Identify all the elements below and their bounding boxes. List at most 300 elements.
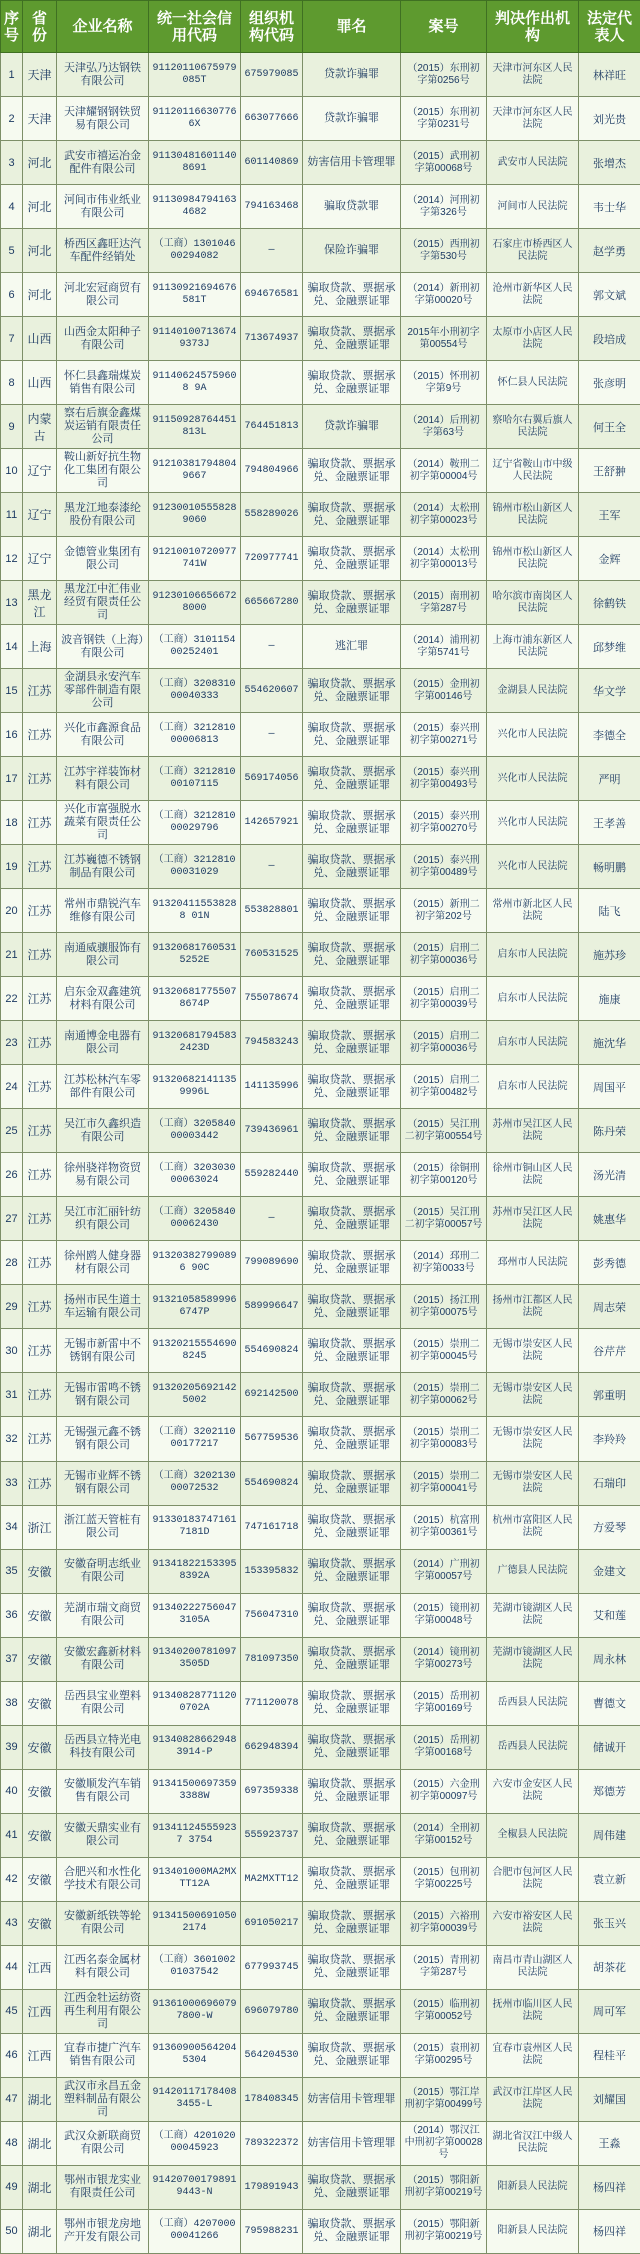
- seq-cell: 33: [1, 1461, 23, 1505]
- representative-cell: 王淼: [579, 2121, 640, 2165]
- org-code-cell: 553828801: [241, 889, 303, 933]
- seq-cell: 41: [1, 1813, 23, 1857]
- court-cell: 苏州市吴江区人民法院: [487, 1197, 579, 1241]
- province-cell: 天津: [23, 53, 57, 97]
- charge-cell: 骗取贷款、票据承兑、金融票证罪: [303, 1197, 401, 1241]
- case-number-cell: （2015）鄂江岸刑初字第00499号: [401, 2077, 487, 2121]
- org-code-cell: 739436961: [241, 1109, 303, 1153]
- header-col-representative: 法定代表人: [579, 1, 640, 53]
- court-cell: 抚州市临川区人民法院: [487, 1989, 579, 2033]
- org-code-cell: —: [241, 229, 303, 273]
- seq-cell: 39: [1, 1725, 23, 1769]
- org-code-cell: 764451813: [241, 405, 303, 449]
- charge-cell: 骗取贷款、票据承兑、金融票证罪: [303, 801, 401, 845]
- credit-code-cell: （工商）420700000041266: [149, 2209, 241, 2253]
- representative-cell: 郭重明: [579, 1373, 640, 1417]
- credit-code-cell: （工商）320831000040333: [149, 669, 241, 713]
- court-cell: 芜湖市镜湖区人民法院: [487, 1637, 579, 1681]
- company-name-cell: 宜春市捷广汽车销售有限公司: [57, 2033, 149, 2077]
- representative-cell: 徐鹤铁: [579, 581, 640, 625]
- credit-code-cell: 911304816011408691: [149, 141, 241, 185]
- company-name-cell: 武汉市永昌五金塑料制品有限公司: [57, 2077, 149, 2121]
- credit-code-cell: （工商）321281000006813: [149, 713, 241, 757]
- org-code-cell: 601140869: [241, 141, 303, 185]
- case-number-cell: （2015）扬江刑初字第00075号: [401, 1285, 487, 1329]
- org-code-cell: 781097350: [241, 1637, 303, 1681]
- charge-cell: 骗取贷款、票据承兑、金融票证罪: [303, 1945, 401, 1989]
- case-number-cell: 2015年小刑初字第00554号: [401, 317, 487, 361]
- charge-cell: 骗取贷款、票据承兑、金融票证罪: [303, 1681, 401, 1725]
- table-row: [1, 1901, 640, 1945]
- company-name-cell: 兴化市鑫源食品有限公司: [57, 713, 149, 757]
- credit-code-cell: 911201166307766X: [149, 97, 241, 141]
- court-cell: 哈尔滨市南岗区人民法院: [487, 581, 579, 625]
- credit-code-cell: 913610006960797800-W: [149, 1989, 241, 2033]
- table-row: [1, 1637, 640, 1681]
- seq-cell: 21: [1, 933, 23, 977]
- case-number-cell: （2014）镜刑初字第00273号: [401, 1637, 487, 1681]
- seq-cell: 38: [1, 1681, 23, 1725]
- table-row: [1, 1725, 640, 1769]
- representative-cell: 施康: [579, 977, 640, 1021]
- province-cell: 安徽: [23, 1637, 57, 1681]
- seq-cell: 30: [1, 1329, 23, 1373]
- org-code-cell: 179891943: [241, 2165, 303, 2209]
- org-code-cell: 720977741: [241, 537, 303, 581]
- table-row: [1, 1329, 640, 1373]
- header-col-company: 企业名称: [57, 1, 149, 53]
- company-name-cell: 江苏巍德不锈钢制品有限公司: [57, 845, 149, 889]
- case-number-cell: （2015）袁刑初字第00295号: [401, 2033, 487, 2077]
- representative-cell: 王军: [579, 493, 640, 537]
- province-cell: 湖北: [23, 2209, 57, 2253]
- org-code-cell: 677993745: [241, 1945, 303, 1989]
- representative-cell: 郭文斌: [579, 273, 640, 317]
- charge-cell: 骗取贷款罪: [303, 185, 401, 229]
- table-row: [1, 317, 640, 361]
- charge-cell: 骗取贷款、票据承兑、金融票证罪: [303, 1241, 401, 1285]
- representative-cell: 李德全: [579, 713, 640, 757]
- credit-code-cell: 913401000MA2MXTT12A: [149, 1857, 241, 1901]
- credit-code-cell: 914207001798919443-N: [149, 2165, 241, 2209]
- charge-cell: 骗取贷款、票据承兑、金融票证罪: [303, 2033, 401, 2077]
- court-cell: 察哈尔右翼后旗人民法院: [487, 405, 579, 449]
- court-cell: 武汉市江岸区人民法院: [487, 2077, 579, 2121]
- seq-cell: 37: [1, 1637, 23, 1681]
- charge-cell: 骗取贷款、票据承兑、金融票证罪: [303, 581, 401, 625]
- case-number-cell: （2015）崇刑二初字第00083号: [401, 1417, 487, 1461]
- credit-code-cell: 912301066566728000: [149, 581, 241, 625]
- seq-cell: 45: [1, 1989, 23, 2033]
- org-code-cell: 554620607: [241, 669, 303, 713]
- representative-cell: 金建文: [579, 1549, 640, 1593]
- credit-code-cell: 913206817605315252E: [149, 933, 241, 977]
- seq-cell: 10: [1, 449, 23, 493]
- court-cell: 启东市人民法院: [487, 1021, 579, 1065]
- company-name-cell: 岳西县宝业塑料有限公司: [57, 1681, 149, 1725]
- credit-code-cell: 913203827990896 90C: [149, 1241, 241, 1285]
- province-cell: 江苏: [23, 1109, 57, 1153]
- court-cell: 天津市河东区人民法院: [487, 53, 579, 97]
- charge-cell: 骗取贷款、票据承兑、金融票证罪: [303, 1417, 401, 1461]
- table-row: [1, 2165, 640, 2209]
- province-cell: 江苏: [23, 1285, 57, 1329]
- company-name-cell: 河间市伟业纸业有限公司: [57, 185, 149, 229]
- credit-code-cell: 913408287711200702A: [149, 1681, 241, 1725]
- org-code-cell: 756047310: [241, 1593, 303, 1637]
- company-name-cell: 鄂州市银龙实业有限责任公司: [57, 2165, 149, 2209]
- province-cell: 安徽: [23, 1813, 57, 1857]
- representative-cell: 曹德文: [579, 1681, 640, 1725]
- charge-cell: 骗取贷款、票据承兑、金融票证罪: [303, 1769, 401, 1813]
- header-col-province: 省份: [23, 1, 57, 53]
- representative-cell: 刘耀国: [579, 2077, 640, 2121]
- case-number-cell: （2015）崇刑二初字第00041号: [401, 1461, 487, 1505]
- credit-code-cell: 913301837471617181D: [149, 1505, 241, 1549]
- province-cell: 内蒙古: [23, 405, 57, 449]
- case-number-cell: （2014）后刑初字第63号: [401, 405, 487, 449]
- court-cell: 兴化市人民法院: [487, 845, 579, 889]
- representative-cell: 邱梦维: [579, 625, 640, 669]
- org-code-cell: 771120078: [241, 1681, 303, 1725]
- province-cell: 河北: [23, 273, 57, 317]
- seq-cell: 26: [1, 1153, 23, 1197]
- representative-cell: 方爱琴: [579, 1505, 640, 1549]
- court-cell: 扬州市江都区人民法院: [487, 1285, 579, 1329]
- province-cell: 江苏: [23, 757, 57, 801]
- case-number-cell: （2014）河刑初字第326号: [401, 185, 487, 229]
- company-name-cell: 山西金太阳种子有限公司: [57, 317, 149, 361]
- charge-cell: 贷款诈骗罪: [303, 53, 401, 97]
- province-cell: 江苏: [23, 1153, 57, 1197]
- representative-cell: 石瑞印: [579, 1461, 640, 1505]
- org-code-cell: 558289026: [241, 493, 303, 537]
- court-cell: 无锡市崇安区人民法院: [487, 1461, 579, 1505]
- province-cell: 辽宁: [23, 537, 57, 581]
- org-code-cell: 799089690: [241, 1241, 303, 1285]
- seq-cell: 5: [1, 229, 23, 273]
- court-cell: 兴化市人民法院: [487, 757, 579, 801]
- table-row: [1, 273, 640, 317]
- table-row: [1, 757, 640, 801]
- org-code-cell: 697359338: [241, 1769, 303, 1813]
- court-cell: 合肥市包河区人民法院: [487, 1857, 579, 1901]
- representative-cell: 艾和莲: [579, 1593, 640, 1637]
- charge-cell: 保险诈骗罪: [303, 229, 401, 273]
- org-code-cell: 663077666: [241, 97, 303, 141]
- representative-cell: 杨四祥: [579, 2209, 640, 2253]
- seq-cell: 12: [1, 537, 23, 581]
- credit-code-cell: 911401007136749373J: [149, 317, 241, 361]
- province-cell: 江西: [23, 1945, 57, 1989]
- province-cell: 浙江: [23, 1505, 57, 1549]
- company-name-cell: 吴江市汇丽针纺织有限公司: [57, 1197, 149, 1241]
- seq-cell: 25: [1, 1109, 23, 1153]
- province-cell: 安徽: [23, 1593, 57, 1637]
- org-code-cell: 554690824: [241, 1461, 303, 1505]
- seq-cell: 44: [1, 1945, 23, 1989]
- representative-cell: 刘光贵: [579, 97, 640, 141]
- court-cell: 徐州市铜山区人民法院: [487, 1153, 579, 1197]
- representative-cell: 周志荣: [579, 1285, 640, 1329]
- charge-cell: 骗取贷款、票据承兑、金融票证罪: [303, 1725, 401, 1769]
- charge-cell: 妨害信用卡管理罪: [303, 2121, 401, 2165]
- case-number-cell: （2015）怀刑初字第9号: [401, 361, 487, 405]
- company-name-cell: 芜湖市瑞文商贸有限公司: [57, 1593, 149, 1637]
- representative-cell: 周永林: [579, 1637, 640, 1681]
- table-row: [1, 53, 640, 97]
- charge-cell: 骗取贷款、票据承兑、金融票证罪: [303, 1373, 401, 1417]
- case-number-cell: （2015）东刑初字第0231号: [401, 97, 487, 141]
- company-name-cell: 江西名泰金属材料有限公司: [57, 1945, 149, 1989]
- court-cell: 阳新县人民法院: [487, 2165, 579, 2209]
- representative-cell: 王舒翀: [579, 449, 640, 493]
- table-row: [1, 713, 640, 757]
- province-cell: 湖北: [23, 2121, 57, 2165]
- court-cell: 怀仁县人民法院: [487, 361, 579, 405]
- org-code-cell: —: [241, 845, 303, 889]
- representative-cell: 杨四祥: [579, 2165, 640, 2209]
- court-cell: 上海市浦东新区人民法院: [487, 625, 579, 669]
- company-name-cell: 兴化市富强脱水蔬菜有限责任公司: [57, 801, 149, 845]
- province-cell: 安徽: [23, 1857, 57, 1901]
- table-row: [1, 1153, 640, 1197]
- company-name-cell: 武安市禧运冶金配件有限公司: [57, 141, 149, 185]
- province-cell: 河北: [23, 141, 57, 185]
- table-row: [1, 1857, 640, 1901]
- representative-cell: 周国平: [579, 1065, 640, 1109]
- charge-cell: 骗取贷款、票据承兑、金融票证罪: [303, 1505, 401, 1549]
- case-number-cell: （2015）六金刑初字第00097号: [401, 1769, 487, 1813]
- org-code-cell: 794163468: [241, 185, 303, 229]
- company-name-cell: 南通博金电器有限公司: [57, 1021, 149, 1065]
- province-cell: 黑龙江: [23, 581, 57, 625]
- representative-cell: 张玉兴: [579, 1901, 640, 1945]
- header-col-charge: 罪名: [303, 1, 401, 53]
- seq-cell: 3: [1, 141, 23, 185]
- province-cell: 江苏: [23, 1065, 57, 1109]
- court-cell: 杭州市富阳区人民法院: [487, 1505, 579, 1549]
- representative-cell: 周伟建: [579, 1813, 640, 1857]
- table-row: [1, 361, 640, 405]
- company-name-cell: 吴江市久鑫织造有限公司: [57, 1109, 149, 1153]
- representative-cell: 陆飞: [579, 889, 640, 933]
- charge-cell: 骗取贷款、票据承兑、金融票证罪: [303, 757, 401, 801]
- province-cell: 江西: [23, 1989, 57, 2033]
- company-name-cell: 鞍山新好抗生物化工集团有限公司: [57, 449, 149, 493]
- representative-cell: 张增杰: [579, 141, 640, 185]
- org-code-cell: 696079780: [241, 1989, 303, 2033]
- table-row: [1, 1373, 640, 1417]
- case-number-cell: （2015）东刑初字第0256号: [401, 53, 487, 97]
- credit-code-cell: 914201171784083455-L: [149, 2077, 241, 2121]
- company-name-cell: 安徽新纸铁等轮有限公司: [57, 1901, 149, 1945]
- charge-cell: 骗取贷款、票据承兑、金融票证罪: [303, 977, 401, 1021]
- charge-cell: 骗取贷款、票据承兑、金融票证罪: [303, 273, 401, 317]
- seq-cell: 4: [1, 185, 23, 229]
- credit-code-cell: 913206821411359996L: [149, 1065, 241, 1109]
- court-cell: 阳新县人民法院: [487, 2209, 579, 2253]
- seq-cell: 50: [1, 2209, 23, 2253]
- header-col-case-no: 案号: [401, 1, 487, 53]
- seq-cell: 43: [1, 1901, 23, 1945]
- court-cell: 太原市小店区人民法院: [487, 317, 579, 361]
- charge-cell: 骗取贷款、票据承兑、金融票证罪: [303, 361, 401, 405]
- charge-cell: 骗取贷款、票据承兑、金融票证罪: [303, 2209, 401, 2253]
- seq-cell: 47: [1, 2077, 23, 2121]
- case-number-cell: （2014）太松刑初字第00013号: [401, 537, 487, 581]
- representative-cell: 陈丹荣: [579, 1109, 640, 1153]
- company-name-cell: 安徽天鼎实业有限公司: [57, 1813, 149, 1857]
- table-row: [1, 1197, 640, 1241]
- case-number-cell: （2014）浦刑初字第5741号: [401, 625, 487, 669]
- case-number-cell: （2015）南刑初字第287号: [401, 581, 487, 625]
- table-row: [1, 1021, 640, 1065]
- province-cell: 天津: [23, 97, 57, 141]
- charge-cell: 逃汇罪: [303, 625, 401, 669]
- case-number-cell: （2015）崇刑二初字第00062号: [401, 1373, 487, 1417]
- credit-code-cell: （工商）130104600294082: [149, 229, 241, 273]
- seq-cell: 34: [1, 1505, 23, 1549]
- case-number-cell: （2014）太松刑初字第00023号: [401, 493, 487, 537]
- credit-code-cell: 913415006973593388W: [149, 1769, 241, 1813]
- seq-cell: 18: [1, 801, 23, 845]
- court-cell: 石家庄市桥西区人民法院: [487, 229, 579, 273]
- province-cell: 安徽: [23, 1549, 57, 1593]
- court-cell: 兴化市人民法院: [487, 801, 579, 845]
- org-code-cell: 555923737: [241, 1813, 303, 1857]
- province-cell: 安徽: [23, 1681, 57, 1725]
- charge-cell: 妨害信用卡管理罪: [303, 141, 401, 185]
- case-number-cell: （2015）启刑二初字第00482号: [401, 1065, 487, 1109]
- province-cell: 江苏: [23, 801, 57, 845]
- charge-cell: 骗取贷款、票据承兑、金融票证罪: [303, 1021, 401, 1065]
- company-name-cell: 岳西县立特光电科技有限公司: [57, 1725, 149, 1769]
- representative-cell: 严明: [579, 757, 640, 801]
- org-code-cell: —: [241, 713, 303, 757]
- credit-code-cell: （工商）320211000177217: [149, 1417, 241, 1461]
- case-number-cell: （2015）吴江刑二初字第00554号: [401, 1109, 487, 1153]
- case-number-cell: （2015）启刑二初字第00036号: [401, 933, 487, 977]
- company-name-cell: 无锡市业辉不锈钢有限公司: [57, 1461, 149, 1505]
- header-row: [1, 1, 640, 53]
- case-number-cell: （2015）徐铜刑初字第00120号: [401, 1153, 487, 1197]
- seq-cell: 16: [1, 713, 23, 757]
- seq-cell: 31: [1, 1373, 23, 1417]
- org-code-cell: 794804966: [241, 449, 303, 493]
- court-cell: 邳州市人民法院: [487, 1241, 579, 1285]
- credit-code-cell: 911309847941634682: [149, 185, 241, 229]
- org-code-cell: —: [241, 1197, 303, 1241]
- seq-cell: 28: [1, 1241, 23, 1285]
- province-cell: 江苏: [23, 1197, 57, 1241]
- seq-cell: 49: [1, 2165, 23, 2209]
- charge-cell: 骗取贷款、票据承兑、金融票证罪: [303, 1637, 401, 1681]
- case-number-cell: （2015）西刑初字第530号: [401, 229, 487, 273]
- province-cell: 江苏: [23, 1329, 57, 1373]
- seq-cell: 11: [1, 493, 23, 537]
- org-code-cell: 153395832: [241, 1549, 303, 1593]
- representative-cell: 张彦明: [579, 361, 640, 405]
- company-name-cell: 徐州骁祥物资贸易有限公司: [57, 1153, 149, 1197]
- org-code-cell: 794583243: [241, 1021, 303, 1065]
- representative-cell: 施沈华: [579, 1021, 640, 1065]
- table-row: [1, 1769, 640, 1813]
- table-row: [1, 1945, 640, 1989]
- representative-cell: 李羚羚: [579, 1417, 640, 1461]
- credit-code-cell: （工商）321281000029796: [149, 801, 241, 845]
- credit-code-cell: 91150928764451813L: [149, 405, 241, 449]
- seq-cell: 15: [1, 669, 23, 713]
- credit-code-cell: 913408286629483914-P: [149, 1725, 241, 1769]
- charge-cell: 骗取贷款、票据承兑、金融票证罪: [303, 1901, 401, 1945]
- header-col-court: 判决作出机构: [487, 1, 579, 53]
- credit-code-cell: （工商）310115400252401: [149, 625, 241, 669]
- charge-cell: 骗取贷款、票据承兑、金融票证罪: [303, 1461, 401, 1505]
- seq-cell: 7: [1, 317, 23, 361]
- credit-code-cell: 912300105558289060: [149, 493, 241, 537]
- charge-cell: 骗取贷款、票据承兑、金融票证罪: [303, 1329, 401, 1373]
- court-cell: 芜湖市镜湖区人民法院: [487, 1593, 579, 1637]
- table-body: [1, 53, 640, 2254]
- org-code-cell: 559282440: [241, 1153, 303, 1197]
- org-code-cell: 178408345: [241, 2077, 303, 2121]
- court-cell: 启东市人民法院: [487, 933, 579, 977]
- org-code-cell: 662948394: [241, 1725, 303, 1769]
- charge-cell: 骗取贷款、票据承兑、金融票证罪: [303, 1065, 401, 1109]
- case-number-cell: （2015）鄂阳新刑初字第00219号: [401, 2209, 487, 2253]
- case-number-cell: （2015）青刑初字第287号: [401, 1945, 487, 1989]
- court-cell: 无锡市崇安区人民法院: [487, 1417, 579, 1461]
- representative-cell: 彭秀德: [579, 1241, 640, 1285]
- province-cell: 江苏: [23, 933, 57, 977]
- representative-cell: 姚惠华: [579, 1197, 640, 1241]
- company-name-cell: 安徽顺发汽车销售有限公司: [57, 1769, 149, 1813]
- court-cell: 无锡市崇安区人民法院: [487, 1373, 579, 1417]
- case-number-cell: （2015）镜刑初字第00048号: [401, 1593, 487, 1637]
- seq-cell: 35: [1, 1549, 23, 1593]
- org-code-cell: 675979085: [241, 53, 303, 97]
- representative-cell: 段培成: [579, 317, 640, 361]
- credit-code-cell: 91130921694676581T: [149, 273, 241, 317]
- company-name-cell: 无锡强元鑫不锈钢有限公司: [57, 1417, 149, 1461]
- org-code-cell: [241, 361, 303, 405]
- court-cell: 天津市河东区人民法院: [487, 97, 579, 141]
- credit-code-cell: 911406245759608 9A: [149, 361, 241, 405]
- org-code-cell: 554690824: [241, 1329, 303, 1373]
- table-row: [1, 2209, 640, 2253]
- court-cell: 六安市裕安区人民法院: [487, 1901, 579, 1945]
- seq-cell: 14: [1, 625, 23, 669]
- table-row: [1, 581, 640, 625]
- representative-cell: 汤光清: [579, 1153, 640, 1197]
- court-cell: 启东市人民法院: [487, 977, 579, 1021]
- charge-cell: 贷款诈骗罪: [303, 405, 401, 449]
- company-name-cell: 黑龙江地泰漆纶股份有限公司: [57, 493, 149, 537]
- credit-code-cell: （工商）321281000107115: [149, 757, 241, 801]
- case-number-cell: （2015）包刑初字第00225号: [401, 1857, 487, 1901]
- province-cell: 江苏: [23, 889, 57, 933]
- company-name-cell: 黑龙江中汇伟业经贸有限责任公司: [57, 581, 149, 625]
- company-name-cell: 河北宏冠商贸有限公司: [57, 273, 149, 317]
- province-cell: 辽宁: [23, 449, 57, 493]
- credit-code-cell: 913202155546908245: [149, 1329, 241, 1373]
- seq-cell: 22: [1, 977, 23, 1021]
- representative-cell: 郑德芳: [579, 1769, 640, 1813]
- seq-cell: 29: [1, 1285, 23, 1329]
- company-name-cell: 波音钢铁（上海）有限公司: [57, 625, 149, 669]
- court-cell: 河间市人民法院: [487, 185, 579, 229]
